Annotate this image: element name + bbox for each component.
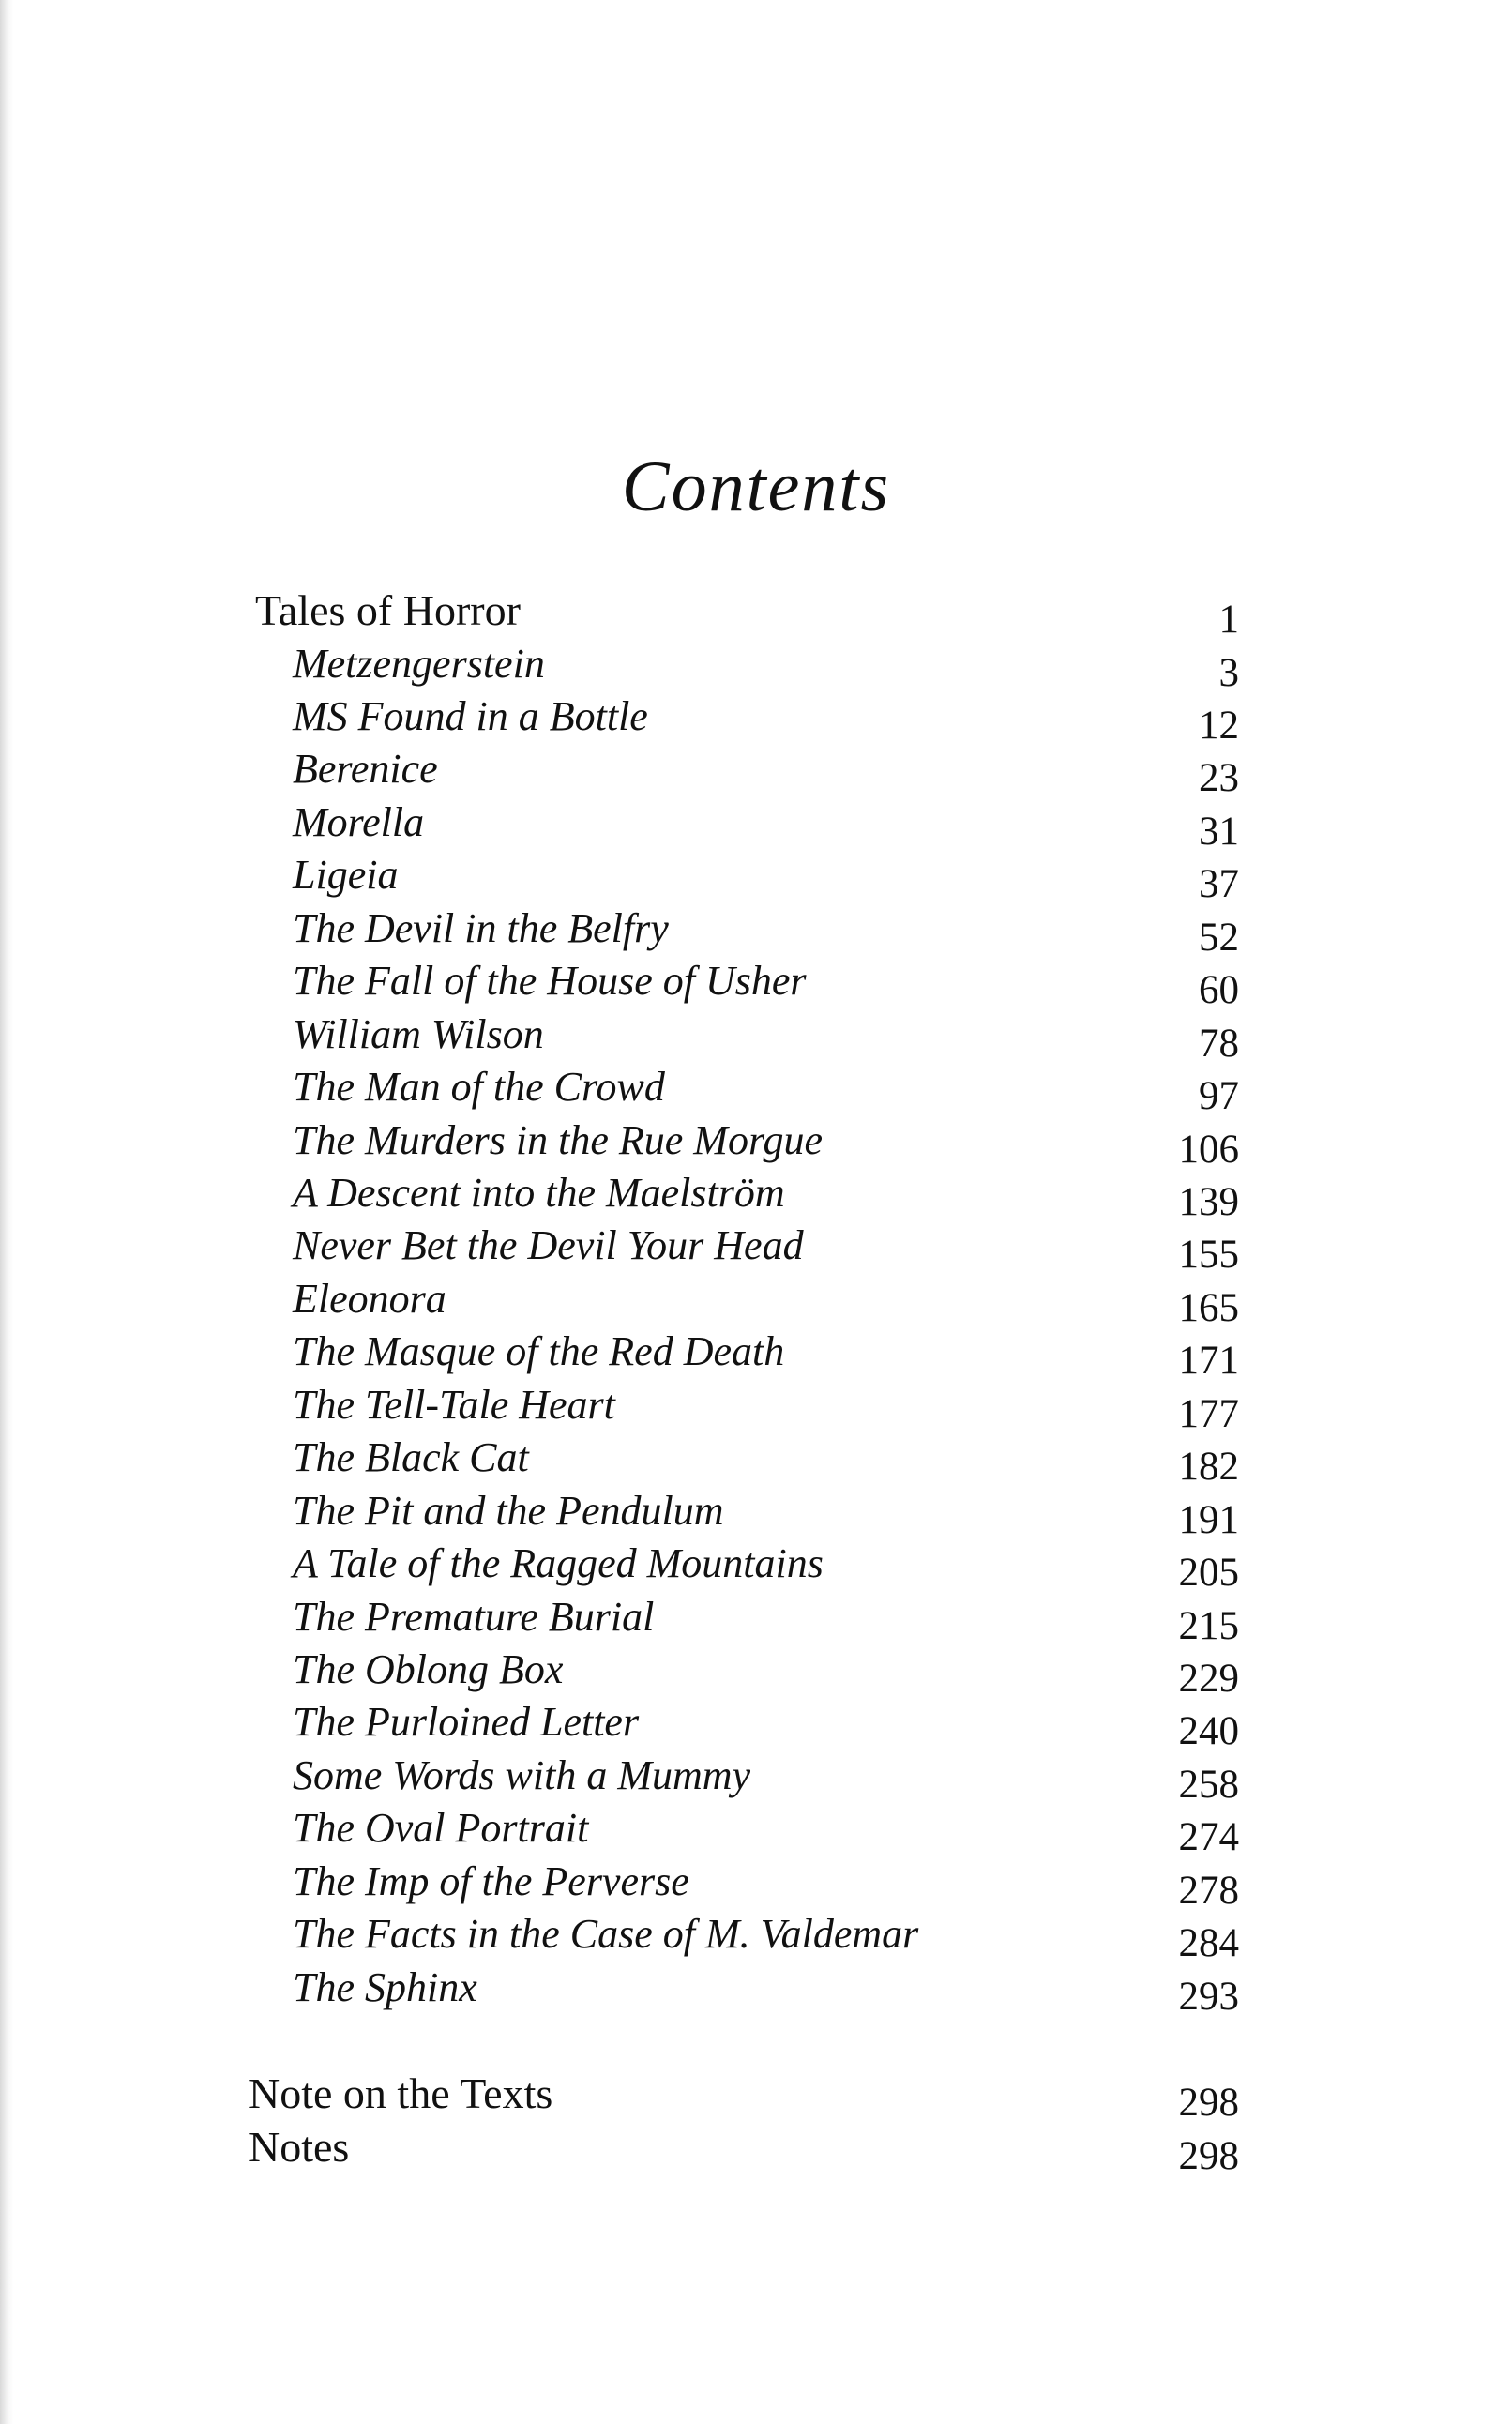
toc-entry-page: 215 (1178, 1604, 1239, 1648)
toc-entry-page: 293 (1178, 1975, 1239, 2019)
toc-entry-title: The Imp of the Perverse (293, 1858, 689, 1904)
toc-entry-title: Eleonora (293, 1276, 446, 1322)
toc-entry-page: 298 (1178, 2081, 1239, 2125)
toc-entry (0, 1432, 1512, 1489)
toc-entry-title: The Premature Burial (293, 1594, 655, 1640)
toc-entry-title: MS Found in a Bottle (293, 693, 648, 739)
toc-entry-title: Berenice (293, 746, 438, 792)
toc-entry-title: The Fall of the House of Usher (293, 958, 807, 1004)
toc-entry-title: The Sphinx (293, 1964, 477, 2010)
toc-entry-page: 60 (1199, 968, 1239, 1012)
toc-entry-page: 3 (1218, 651, 1239, 695)
toc-entry-page: 165 (1178, 1286, 1239, 1330)
toc-entry-title: Note on the Texts (249, 2069, 553, 2117)
toc-entry (0, 1485, 1512, 1542)
toc-entry-title: Ligeia (293, 852, 399, 898)
toc-entry-title: The Devil in the Belfry (293, 905, 669, 951)
toc-entry-page: 298 (1178, 2134, 1239, 2178)
toc-entry-title: The Murders in the Rue Morgue (293, 1117, 823, 1163)
toc-entry (0, 849, 1512, 906)
toc-entry (0, 690, 1512, 748)
toc-entry-page: 31 (1199, 810, 1239, 854)
toc-entry-title: The Masque of the Red Death (293, 1328, 785, 1374)
toc-entry (0, 1962, 1512, 2019)
toc-entry-page: 1 (1218, 598, 1239, 642)
page-title: Contents (621, 447, 891, 526)
toc-entry-page: 106 (1178, 1128, 1239, 1172)
toc-entry (0, 1750, 1512, 1807)
toc-entry-page: 139 (1178, 1180, 1239, 1224)
toc-entry (0, 955, 1512, 1012)
toc-entry (0, 796, 1512, 854)
toc-entry-page: 182 (1178, 1445, 1239, 1489)
toc-entry-back-matter (0, 2121, 1512, 2178)
toc-entry (0, 902, 1512, 960)
toc-entry-page: 191 (1178, 1498, 1239, 1542)
toc-entry-back-matter (0, 2068, 1512, 2125)
toc-entry (0, 743, 1512, 800)
toc-entry (0, 1273, 1512, 1330)
toc-entry-title: William Wilson (293, 1011, 544, 1057)
toc-entry-title: Notes (249, 2123, 350, 2171)
toc-entry-title: The Tell-Tale Heart (293, 1382, 615, 1428)
toc-entry-title: Metzengerstein (293, 641, 545, 687)
toc-entry-title: Tales of Horror (255, 586, 521, 634)
toc-entry-page: 284 (1178, 1921, 1239, 1965)
toc-entry-page: 240 (1178, 1709, 1239, 1753)
toc-entry (0, 1908, 1512, 1965)
toc-entry-title: A Descent into the Maelström (293, 1170, 785, 1216)
toc-entry-page: 155 (1178, 1233, 1239, 1277)
toc-entry-page: 78 (1199, 1022, 1239, 1066)
toc-entry (0, 1644, 1512, 1701)
toc-entry-title: The Black Cat (293, 1434, 529, 1480)
toc-entry (0, 1061, 1512, 1118)
toc-entry (0, 1696, 1512, 1753)
toc-entry-title: The Man of the Crowd (293, 1064, 665, 1110)
toc-entry-page: 12 (1199, 704, 1239, 748)
toc-entry-title: The Facts in the Case of M. Valdemar (293, 1911, 919, 1957)
toc-entry (0, 1538, 1512, 1595)
toc-entry (0, 1379, 1512, 1436)
toc-entry-page: 171 (1178, 1339, 1239, 1383)
toc-entry-page: 205 (1178, 1551, 1239, 1595)
toc-entry (0, 1008, 1512, 1066)
toc-entry (0, 638, 1512, 695)
toc-entry (0, 1167, 1512, 1224)
toc-entry (0, 1114, 1512, 1172)
toc-entry (0, 1326, 1512, 1383)
toc-entry (0, 1856, 1512, 1913)
toc-entry-title: A Tale of the Ragged Mountains (293, 1540, 824, 1586)
toc-entry (0, 1802, 1512, 1859)
toc-entry-page: 23 (1199, 756, 1239, 800)
toc-entry-page: 177 (1178, 1392, 1239, 1436)
toc-entry-title: The Pit and the Pendulum (293, 1488, 724, 1534)
toc-entry-page: 37 (1199, 862, 1239, 906)
toc-entry-title: Morella (293, 799, 425, 845)
toc-entry-title: The Oblong Box (293, 1646, 564, 1692)
toc-entry-title: Some Words with a Mummy (293, 1752, 751, 1798)
toc-entry-page: 278 (1178, 1869, 1239, 1913)
toc-entry-part (0, 584, 1512, 642)
toc-entry-title: Never Bet the Devil Your Head (293, 1222, 804, 1268)
toc-entry-title: The Oval Portrait (293, 1805, 589, 1851)
toc-entry-page: 52 (1199, 916, 1239, 960)
toc-entry-page: 274 (1178, 1815, 1239, 1859)
toc-entry (0, 1591, 1512, 1648)
toc-entry-page: 97 (1199, 1074, 1239, 1118)
toc-entry-page: 258 (1178, 1763, 1239, 1807)
toc-entry (0, 1220, 1512, 1277)
toc-entry-page: 229 (1178, 1657, 1239, 1701)
toc-entry-title: The Purloined Letter (293, 1699, 640, 1745)
